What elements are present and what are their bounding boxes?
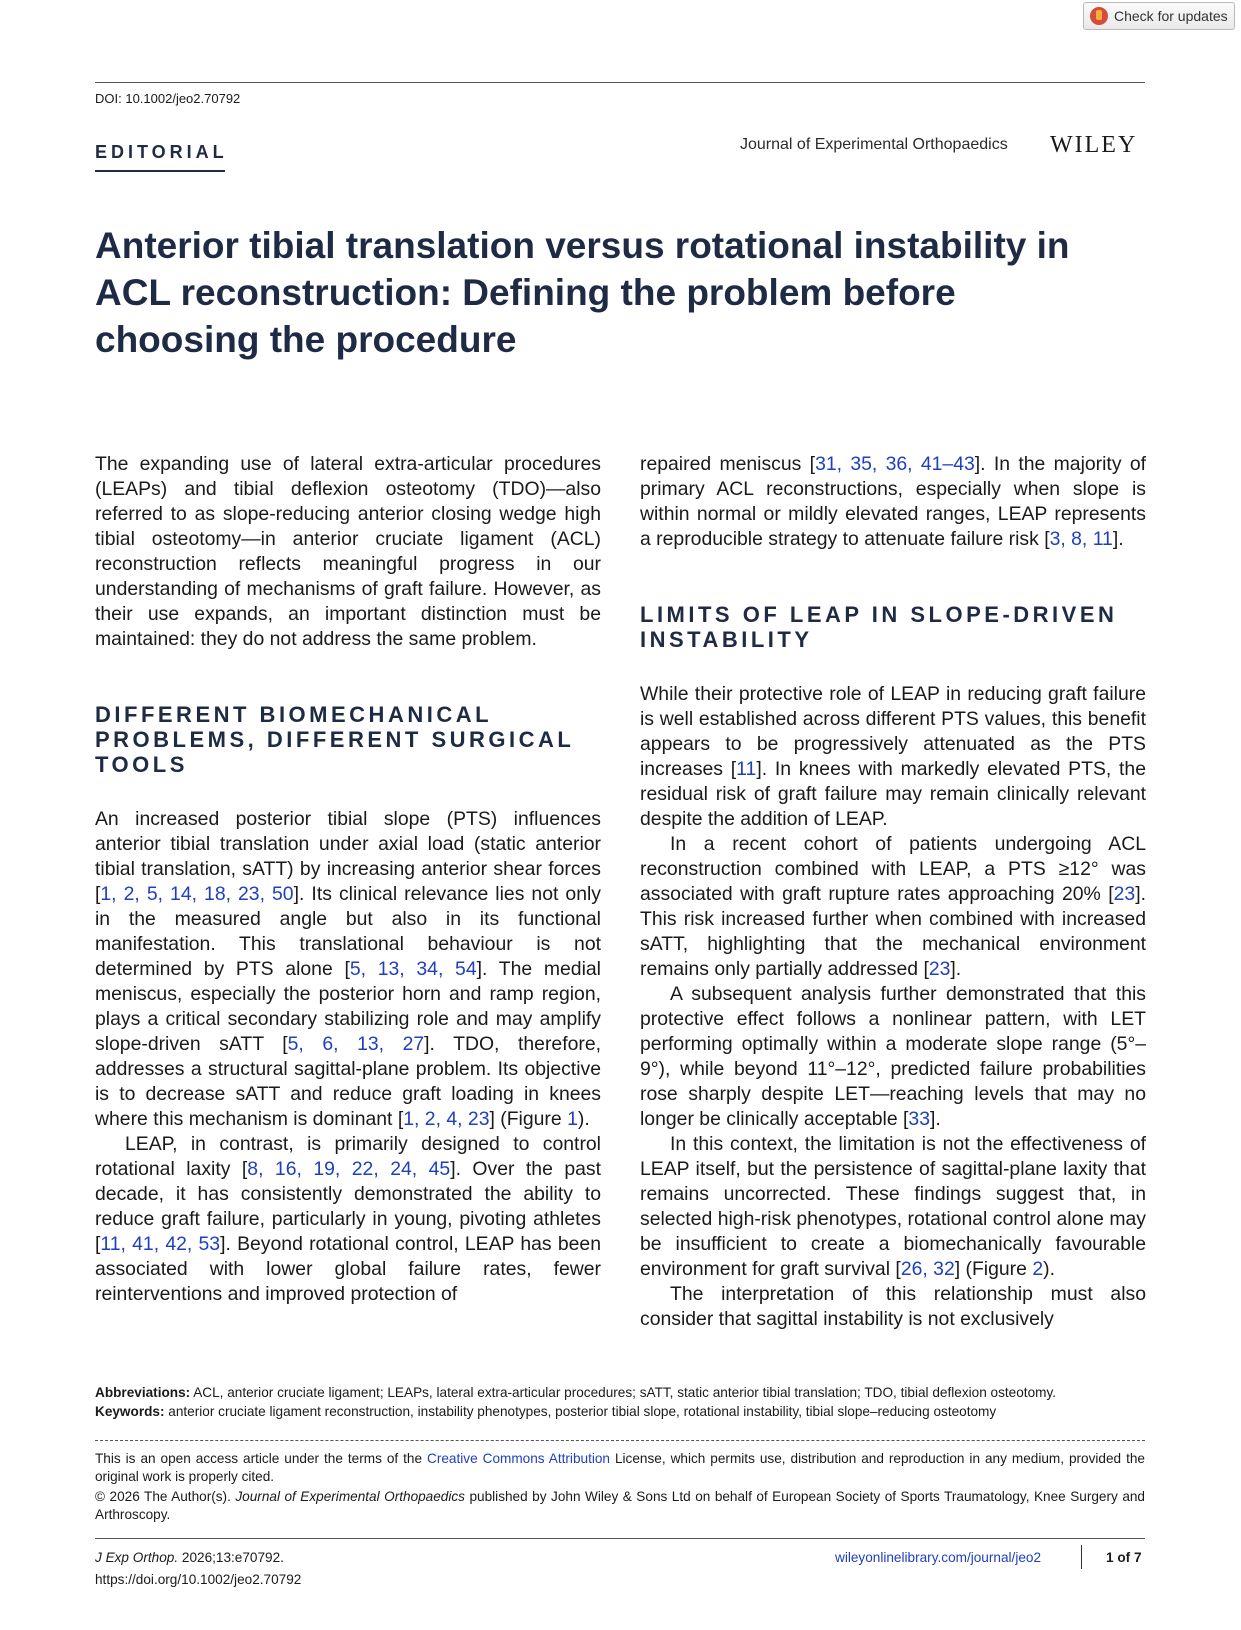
check-for-updates-button[interactable]	[1083, 2, 1235, 30]
section-label: EDITORIAL	[95, 142, 228, 162]
article-title: Anterior tibial translation versus rotational instability in ACL reconstruction: Defining the problem before choosing the procedure	[95, 225, 1070, 360]
interpretation-paragraph: The interpretation of this relationship must also consider that sagittal instability is not exclusively	[640, 1283, 1146, 1330]
reference-link[interactable]: 11, 41, 42, 53	[100, 1233, 221, 1255]
reference-link[interactable]: 1, 2, 5, 14, 18, 23, 50	[100, 883, 294, 905]
crossmark-icon	[1090, 7, 1108, 25]
reference-link[interactable]: 5, 13, 34, 54	[349, 958, 477, 980]
cohort-paragraph: In a recent cohort of patients undergoing ACL reconstruction combined with LEAP, a PTS ≥12° was associated with graft rupture rates approaching 20% [23]. This risk increased further when combined with increased sATT, highlighting that the mechanical environment remains only partially addressed [23].	[640, 833, 1146, 980]
pts-paragraph: An increased posterior tibial slope (PTS) influences anterior tibial translation under axial load (static anterior tibial translation, sATT) by increasing anterior shear forces [1, 2, 5, 14, 18, 23, 50]. Its clinical relevance lies not only in the measured angle but also in its functional manifestation. This translational behaviour is not determined by PTS alone [5, 13, 34, 54]. The medial meniscus, especially the posterior horn and ramp region, plays a critical secondary stabilizing role and may amplify slope-driven sATT [5, 6, 13, 27]. TDO, therefore, addresses a structural sagittal-plane problem. Its objective is to decrease sATT and reduce graft loading in knees where this mechanism is dominant [1, 2, 4, 23] (Figure 1).	[95, 808, 601, 1130]
meniscus-paragraph: repaired meniscus [31, 35, 36, 41–43]. In the majority of primary ACL reconstructions, especially when slope is within normal or mildly elevated ranges, LEAP represents a reproducible strategy to attenuate failure risk [3, 8, 11].	[640, 453, 1146, 550]
reference-link[interactable]: 23	[1113, 883, 1136, 905]
reference-link[interactable]: 31, 35, 36, 41–43	[815, 453, 975, 475]
figure-link[interactable]: 1	[567, 1108, 578, 1130]
intro-paragraph: The expanding use of lateral extra-articular procedures (LEAPs) and tibial deflexion osteotomy (TDO)—also referred to as slope-reducing anterior closing wedge high tibial osteotomy—in anterior cruciate ligament (ACL) reconstruction reflects meaningful progress in our understanding of mechanisms of graft failure. However, as their use expands, an important distinction must be maintained: they do not address the same problem.	[95, 453, 601, 650]
keywords-note: Keywords: anterior cruciate ligament reconstruction, instability phenotypes, posterior tibial slope, rotational instability, tibial slope–reducing osteotomy	[95, 1404, 997, 1419]
abbreviations-note: Abbreviations: ACL, anterior cruciate ligament; LEAPs, lateral extra-articular procedures; sATT, static anterior tibial translation; TDO, tibial deflexion osteotomy.	[95, 1385, 1057, 1400]
nonlinear-paragraph: A subsequent analysis further demonstrated that this protective effect follows a nonlinear pattern, with LET performing optimally within a moderate slope range (5°–9°), while beyond 11°–12°, predicted failure probabilities rose sharply despite LET—reaching levels that may no longer be clinically acceptable [33].	[640, 983, 1146, 1130]
right-column	[640, 452, 1146, 1332]
license-note: This is an open access article under the terms of the Creative Commons Attribution License, which permits use, distribution and reproduction in any medium, provided the original work is properly cited.	[95, 1451, 1145, 1484]
protective-role-paragraph: While their protective role of LEAP in reducing graft failure is well established across different PTS values, this benefit appears to be progressively attenuated as the PTS increases [11]. In knees with markedly elevated PTS, the residual risk of graft failure may remain clinically relevant despite the addition of LEAP.	[640, 683, 1146, 830]
journal-website-link[interactable]: wileyonlinelibrary.com/journal/jeo2	[835, 1550, 1042, 1565]
reference-link[interactable]: 33	[908, 1108, 930, 1130]
publisher-logo: WILEY	[1050, 132, 1138, 158]
creative-commons-link[interactable]: Creative Commons Attribution	[427, 1451, 610, 1466]
section-heading-limits-of-leap: LIMITS OF LEAP IN SLOPE-DRIVEN INSTABILITY	[640, 602, 1118, 652]
check-for-updates-label: Check for updates	[1114, 8, 1228, 24]
header-rule	[95, 82, 1145, 83]
journal-name: Journal of Experimental Orthopaedics	[740, 136, 1008, 153]
citation: J Exp Orthop. 2026;13:e70792.	[95, 1550, 284, 1565]
reference-link[interactable]: 8, 16, 19, 22, 24, 45	[247, 1158, 451, 1180]
footnote-divider	[95, 1440, 1145, 1441]
section-underline	[95, 170, 225, 172]
doi-url[interactable]: https://doi.org/10.1002/jeo2.70792	[95, 1572, 302, 1587]
reference-link[interactable]: 11	[736, 758, 757, 780]
reference-link[interactable]: 1, 2, 4, 23	[403, 1108, 490, 1130]
leap-paragraph: LEAP, in contrast, is primarily designed to control rotational laxity [8, 16, 19, 22, 24, 45]. Over the past decade, it has consistently demonstrated the ability to reduce graft failure, particularly in young, pivoting athletes [11, 41, 42, 53]. Beyond rotational control, LEAP has been associated with lower global failure rates, fewer reinterventions and improved protection of	[95, 1133, 601, 1305]
footer-separator	[1081, 1545, 1082, 1569]
page-number: 1 of 7	[1106, 1550, 1142, 1565]
reference-link[interactable]: 3, 8, 11	[1049, 528, 1113, 550]
left-column	[95, 452, 601, 1307]
reference-link[interactable]: 23	[928, 958, 951, 980]
article-doi: DOI: 10.1002/jeo2.70792	[95, 91, 241, 106]
copyright-note: © 2026 The Author(s). Journal of Experimental Orthopaedics published by John Wiley & Sons Ltd on behalf of European Society of Sports Traumatology, Knee Surgery and Arthroscopy.	[95, 1489, 1145, 1522]
section-heading-different-problems: DIFFERENT BIOMECHANICAL PROBLEMS, DIFFERENT SURGICAL TOOLS	[95, 702, 574, 777]
footer-rule	[95, 1538, 1145, 1539]
figure-link[interactable]: 2	[1032, 1258, 1044, 1280]
reference-link[interactable]: 26, 32	[900, 1258, 955, 1280]
reference-link[interactable]: 5, 6, 13, 27	[287, 1033, 425, 1055]
context-paragraph: In this context, the limitation is not the effectiveness of LEAP itself, but the persistence of sagittal-plane laxity that remains uncorrected. These findings suggest that, in selected high-risk phenotypes, rotational control alone may be insufficient to create a biomechanically favourable environment for graft survival [26, 32] (Figure 2).	[640, 1133, 1146, 1280]
